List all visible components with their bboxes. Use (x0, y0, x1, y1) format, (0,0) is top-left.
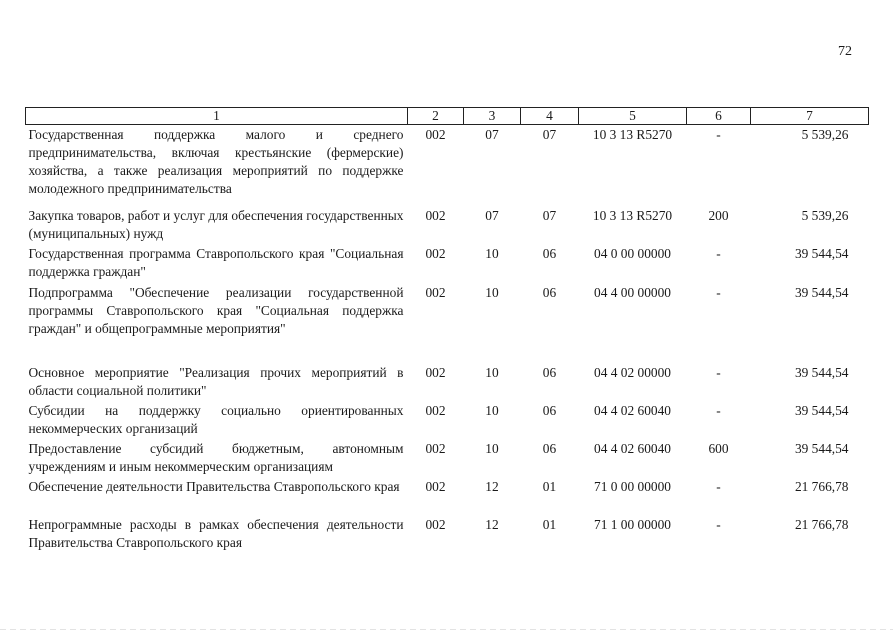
row-expense-type: 600 (708, 441, 729, 456)
row-section-code: 10 (485, 285, 499, 300)
row-target-article: 71 0 00 00000 (594, 479, 671, 494)
table-header (26, 108, 869, 125)
row-ministry-code: 002 (425, 479, 446, 494)
row-amount: 39 544,54 (794, 441, 849, 456)
table-body (26, 125, 869, 555)
header-col-1: 1 (26, 108, 408, 125)
row-name: Государственная поддержка малого и среднего предпринимательства, включая крестьянские (фермерские) хозяйства, а также реализация мероприятий по поддержке молодежного предпринимательства (28, 127, 404, 196)
row-subsection-code: 06 (542, 441, 557, 456)
row-subsection-code: 01 (542, 479, 557, 494)
row-ministry-code: 002 (425, 517, 446, 532)
row-ministry-code: 002 (425, 403, 446, 418)
row-amount: 5 539,26 (801, 208, 849, 223)
row-name: Предоставление субсидий бюджетным, автономным учреждениям и иным некоммерческим организациям (28, 441, 404, 474)
table-row (26, 402, 869, 440)
row-subsection-code: 01 (542, 517, 557, 532)
row-expense-type: - (716, 365, 721, 380)
table-row (26, 516, 869, 554)
header-col-3: 3 (464, 108, 521, 125)
row-target-article: 10 3 13 R5270 (592, 208, 673, 223)
row-subsection-code: 06 (542, 403, 557, 418)
header-col-5: 5 (579, 108, 687, 125)
row-subsection-code: 06 (542, 285, 557, 300)
row-section-code: 10 (485, 365, 499, 380)
row-expense-type: 200 (708, 208, 729, 223)
table-row (26, 125, 869, 208)
row-amount: 5 539,26 (801, 127, 849, 142)
row-target-article: 04 4 02 60040 (594, 403, 671, 418)
row-section-code: 07 (485, 127, 499, 142)
row-expense-type: - (716, 479, 721, 494)
row-section-code: 10 (485, 403, 499, 418)
row-ministry-code: 002 (425, 208, 446, 223)
row-amount: 39 544,54 (794, 365, 849, 380)
table-row (26, 245, 869, 284)
header-col-7: 7 (751, 108, 869, 125)
header-col-4: 4 (521, 108, 579, 125)
row-amount: 39 544,54 (794, 403, 849, 418)
row-ministry-code: 002 (425, 246, 446, 261)
row-target-article: 04 0 00 00000 (594, 246, 671, 261)
row-target-article: 04 4 00 00000 (594, 285, 671, 300)
row-name: Непрограммные расходы в рамках обеспечения деятельности Правительства Ставропольского края (28, 517, 404, 550)
row-ministry-code: 002 (425, 365, 446, 380)
row-name: Государственная программа Ставропольского края "Социальная поддержка граждан" (28, 246, 404, 279)
row-target-article: 10 3 13 R5270 (592, 127, 673, 142)
row-name: Основное мероприятие "Реализация прочих мероприятий в области социальной политики" (28, 365, 404, 398)
scan-edge-divider (0, 629, 893, 630)
row-subsection-code: 06 (542, 246, 557, 261)
row-expense-type: - (716, 246, 721, 261)
header-col-6: 6 (687, 108, 751, 125)
row-section-code: 10 (485, 441, 499, 456)
row-target-article: 04 4 02 00000 (594, 365, 671, 380)
row-section-code: 12 (485, 517, 499, 532)
table-row (26, 364, 869, 402)
table-row (26, 478, 869, 516)
row-name: Субсидии на поддержку социально ориентированных некоммерческих организаций (28, 403, 404, 436)
row-expense-type: - (716, 285, 721, 300)
row-name: Закупка товаров, работ и услуг для обеспечения государственных (муниципальных) нужд (28, 208, 404, 241)
row-ministry-code: 002 (425, 441, 446, 456)
page-number: 72 (838, 44, 852, 59)
row-target-article: 71 1 00 00000 (594, 517, 671, 532)
table-row (26, 207, 869, 245)
row-amount: 21 766,78 (794, 517, 849, 532)
header-col-2: 2 (408, 108, 464, 125)
row-amount: 39 544,54 (794, 246, 849, 261)
row-subsection-code: 07 (542, 127, 557, 142)
row-ministry-code: 002 (425, 127, 446, 142)
row-expense-type: - (716, 127, 721, 142)
row-subsection-code: 06 (542, 365, 557, 380)
row-expense-type: - (716, 403, 721, 418)
row-ministry-code: 002 (425, 285, 446, 300)
row-subsection-code: 07 (542, 208, 557, 223)
row-name: Обеспечение деятельности Правительства Ставропольского края (28, 479, 400, 494)
row-section-code: 12 (485, 479, 499, 494)
row-amount: 21 766,78 (794, 479, 849, 494)
row-target-article: 04 4 02 60040 (594, 441, 671, 456)
row-expense-type: - (716, 517, 721, 532)
row-amount: 39 544,54 (794, 285, 849, 300)
table-row (26, 284, 869, 364)
row-section-code: 10 (485, 246, 499, 261)
budget-table (25, 107, 869, 554)
table-row (26, 440, 869, 478)
row-section-code: 07 (485, 208, 499, 223)
row-name: Подпрограмма "Обеспечение реализации государственной программы Ставропольского края "Социальная поддержка граждан" и общепрограммные мероприятия" (28, 285, 404, 336)
header-row (26, 108, 869, 125)
